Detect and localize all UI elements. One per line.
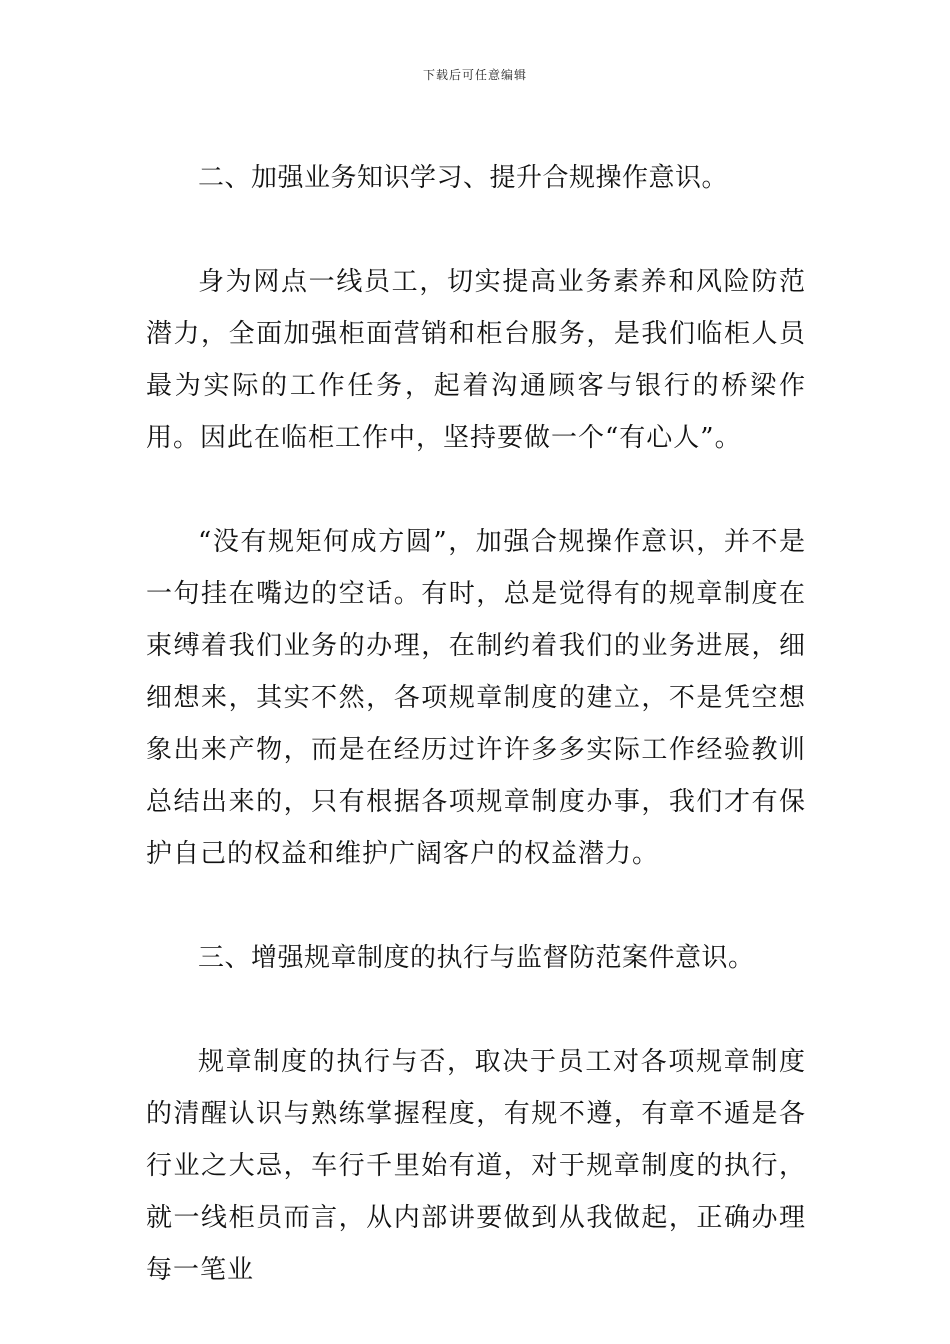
paragraph-gap	[146, 984, 806, 1036]
paragraph-2: “没有规矩何成方圆”，加强合规操作意识，并不是一句挂在嘴边的空话。有时，总是觉得有的规章制度在束缚着我们业务的办理，在制约着我们的业务进展，细细想来，其实不然，各项规章制度的建立，不是凭空想象出来产物，而是在经历过许许多多实际工作经验教训总结出来的，只有根据各项规章制度办事，我们才有保护自己的权益和维护广阔客户的权益潜力。	[146, 527, 806, 869]
paragraph-gap	[146, 204, 806, 256]
paragraph-gap	[146, 464, 806, 516]
section-heading-2: 二、加强业务知识学习、提升合规操作意识。	[198, 163, 729, 193]
paragraph-3: 规章制度的执行与否，取决于员工对各项规章制度的清醒认识与熟练掌握程度，有规不遵，有章不遁是各行业之大忌，车行千里始有道，对于规章制度的执行，就一线柜员而言，从内部讲要做到从我做起，正确办理每一笔业	[146, 1047, 806, 1285]
document-body	[146, 152, 806, 1296]
section-heading-3: 三、增强规章制度的执行与监督防范案件意识。	[198, 943, 755, 973]
page-header-note: 下载后可任意编辑	[422, 68, 527, 82]
paragraph-1: 身为网点一线员工，切实提高业务素养和风险防范潜力，全面加强柜面营销和柜台服务，是我们临柜人员最为实际的工作任务，起着沟通顾客与银行的桥梁作用。因此在临柜工作中，坚持要做一个“有心人”。	[146, 267, 806, 453]
paragraph-gap	[146, 880, 806, 932]
